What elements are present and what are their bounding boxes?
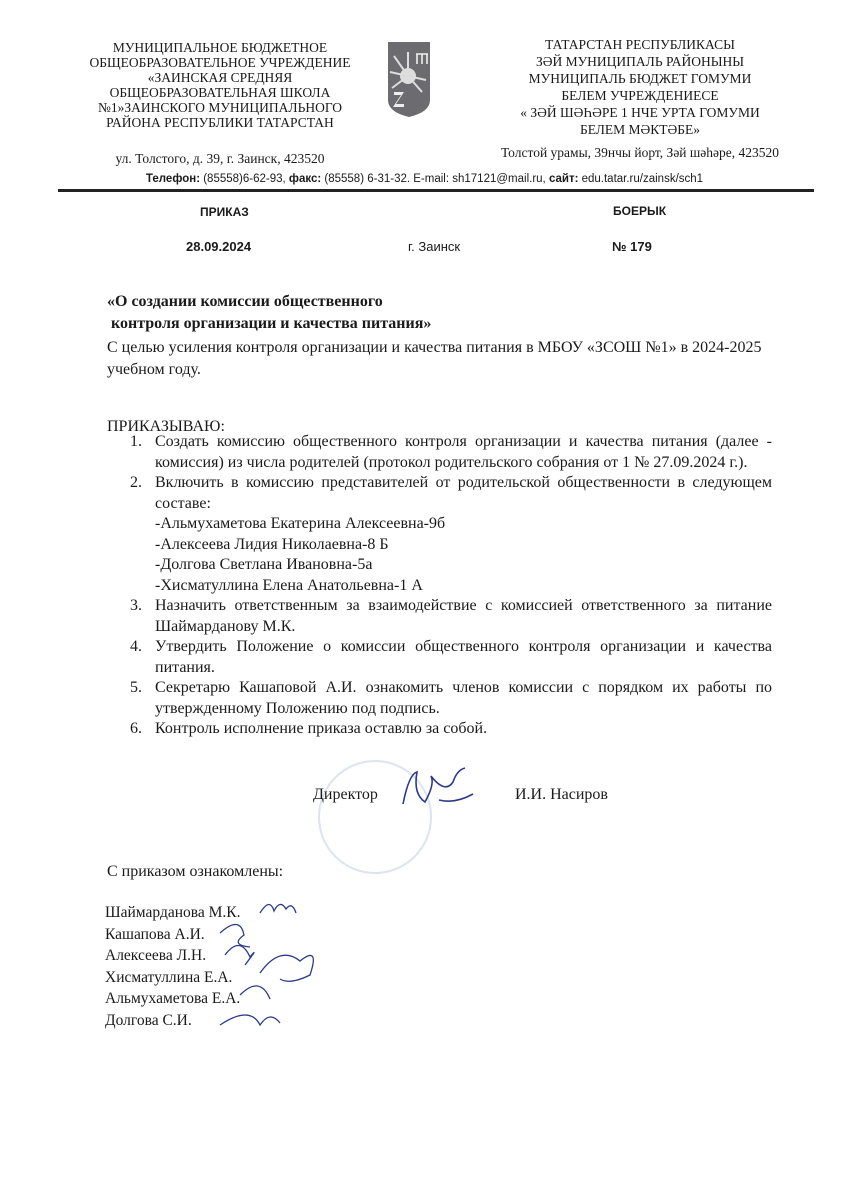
phone: (85558)6-62-93, — [200, 173, 289, 185]
header-line: БЕЛЕМ УЧРЕЖДЕНИЕСЕ — [561, 88, 719, 103]
member: -Хисматуллина Елена Анатольевна-1 А — [155, 576, 423, 594]
order-number: № 179 — [612, 239, 652, 254]
acquainted-name: Шаймарданова М.К. — [105, 904, 241, 921]
item-text: Утвердить Положение о комиссии общественного контроля организации и качества питания. — [155, 638, 772, 676]
item-number: 5. — [130, 679, 142, 696]
order-label-tt: БОЕРЫК — [613, 204, 667, 218]
decree-word: ПРИКАЗЫВАЮ: — [107, 418, 225, 435]
coat-of-arms-logo — [386, 40, 432, 118]
site: edu.tatar.ru/zainsk/sch1 — [578, 173, 704, 185]
acquainted-signatures — [200, 895, 340, 1050]
header-line: РАЙОНА РЕСПУБЛИКИ ТАТАРСТАН — [106, 115, 334, 130]
order-city: г. Заинск — [408, 239, 461, 254]
order-item — [130, 678, 772, 719]
acquainted-heading: С приказом ознакомлены: — [107, 863, 284, 880]
acquainted-name: Кашапова А.И. — [105, 925, 205, 943]
item-number: 6. — [130, 720, 142, 737]
fax-label: факс: — [288, 173, 322, 185]
order-item — [130, 432, 772, 473]
order-item — [130, 637, 772, 678]
director-name: И.И. Насиров — [515, 786, 608, 803]
member: -Долгова Светлана Ивановна-5а — [155, 556, 373, 573]
member: -Альмухаметова Екатерина Алексеевна-9б — [155, 515, 446, 532]
header-divider — [58, 189, 814, 192]
intro-paragraph: С целью усиления контроля организации и качества питания в МБОУ «ЗСОШ №1» в 2024-2025 учебном году. — [107, 339, 762, 378]
acquainted-name: Алексеева Л.Н. — [105, 947, 207, 964]
acquainted-name: Альмухаметова Е.А. — [105, 990, 241, 1007]
header-line: ОБЩЕОБРАЗОВАТЕЛЬНАЯ ШКОЛА — [109, 85, 331, 100]
contact-line — [0, 172, 849, 186]
item-number: 3. — [130, 597, 142, 614]
order-item — [130, 719, 772, 740]
school-address-tt: Толстой урамы, 39нчы йорт, Зәй шәһәре, 423520 — [500, 145, 780, 160]
order-label-ru: ПРИКАЗ — [200, 205, 249, 219]
acquainted-name: Долгова С.И. — [105, 1011, 192, 1029]
item-text: Контроль исполнение приказа оставлю за собой. — [155, 720, 488, 737]
order-items — [130, 432, 772, 740]
phone-label: Телефон: — [145, 173, 201, 185]
item-text: Назначить ответственным за взаимодействие с комиссией ответственного за питание Шаймарданову М.К. — [155, 597, 772, 635]
header-line: «ЗАИНСКАЯ СРЕДНЯЯ — [147, 70, 293, 85]
school-address-ru: ул. Толстого, д. 39, г. Заинск, 423520 — [115, 151, 325, 166]
title-line: контроля организации и качества питания» — [111, 315, 432, 332]
header-line: МУНИЦИПАЛЬ БЮДЖЕТ ГОМУМИ — [528, 71, 752, 86]
item-text: Создать комиссию общественного контроля организации и качества питания (далее - комиссия) из числа родителей (протокол родительского собрания от 1 № 27.09.2024 г.). — [155, 433, 772, 471]
header-line: ЗӘЙ МУНИЦИПАЛЬ РАЙОНЫНЫ — [535, 54, 745, 69]
header-line: ТАТАРСТАН РЕСПУБЛИКАСЫ — [545, 37, 735, 52]
item-text: Включить в комиссию представителей от родительской общественности в следующем составе: — [155, 474, 772, 512]
header-line: « ЗӘЙ ШӘҺӘРЕ 1 НЧЕ УРТА ГОМУМИ — [520, 105, 760, 120]
member: -Алексеева Лидия Николаевна-8 Б — [155, 535, 389, 553]
director-position: Директор — [313, 786, 378, 803]
director-signature — [395, 764, 485, 819]
header-line: БЕЛЕМ МӘКТӘБЕ» — [579, 122, 701, 137]
title-line: «О создании комиссии общественного — [107, 293, 383, 310]
order-date: 28.09.2024 — [186, 239, 252, 254]
header-line: №1»ЗАИНСКОГО МУНИЦИПАЛЬНОГО — [97, 100, 343, 115]
school-name-tt — [470, 36, 810, 138]
item-number: 1. — [130, 433, 142, 450]
header-line: МУНИЦИПАЛЬНОЕ БЮДЖЕТНОЕ — [112, 40, 328, 55]
order-item — [130, 473, 772, 596]
order-title — [107, 291, 431, 335]
school-name-ru — [60, 40, 380, 130]
acquainted-name: Хисматуллина Е.А. — [105, 968, 233, 986]
header-line: ОБЩЕОБРАЗОВАТЕЛЬНОЕ УЧРЕЖДЕНИЕ — [89, 55, 351, 70]
item-text: Секретарю Кашаповой А.И. ознакомить членов комиссии с порядком их работы по утвержденному Положению под подпись. — [155, 679, 772, 717]
item-number: 2. — [130, 474, 142, 491]
item-number: 4. — [130, 638, 142, 655]
fax-email: (85558) 6-31-32. E-mail: sh17121@mail.ru, — [321, 173, 549, 185]
site-label: сайт: — [548, 173, 579, 185]
order-item — [130, 596, 772, 637]
